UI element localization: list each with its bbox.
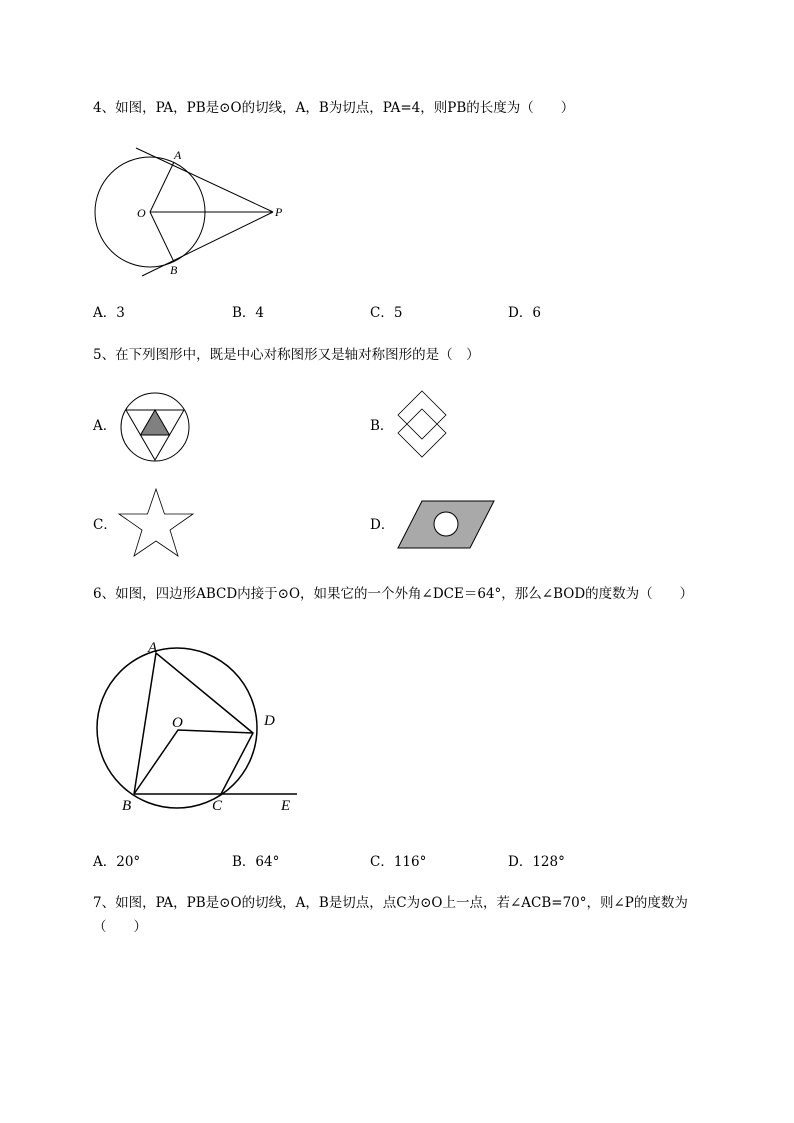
q4-radius-oa: [150, 162, 174, 212]
q6-stem: 6、如图，四边形ABCD内接于⊙O，如果它的一个外角∠DCE＝64°，那么∠BOD的度数为（ ）: [93, 586, 694, 602]
q4-option-d[interactable]: D．6: [508, 305, 541, 321]
q6-option-a[interactable]: A．20°: [93, 854, 141, 870]
q7-stem-line1: 7、如图，PA，PB是⊙O的切线，A，B是切点，点C为⊙O上一点，若∠ACB=70°，则∠P的度数为: [93, 895, 688, 911]
q4-tangent-pb: [142, 212, 273, 276]
q6-figure: [90, 632, 310, 817]
q5-figure-b: [395, 388, 451, 464]
q5-option-b[interactable]: B．: [370, 418, 394, 434]
q5-figure-d: [396, 498, 498, 552]
q6-option-c[interactable]: C．116°: [370, 854, 427, 870]
q6-option-d[interactable]: D．128°: [508, 854, 565, 870]
q6-label-b: B: [122, 798, 132, 814]
q4-figure: [90, 140, 300, 285]
q5-option-d[interactable]: D．: [370, 517, 395, 533]
q4-label-p: P: [275, 205, 283, 219]
q4-option-a[interactable]: A．3: [93, 305, 125, 321]
q6-radii: [134, 730, 253, 794]
q5-stem: 5、在下列图形中，既是中心对称图形又是轴对称图形的是（ ）: [93, 347, 480, 363]
q7-stem-line2: （ ）: [93, 919, 147, 935]
q4-radius-ob: [150, 212, 174, 262]
q4-stem: 4、如图，PA，PB是⊙O的切线，A，B为切点，PA=4，则PB的长度为（ ）: [93, 100, 575, 116]
q6-label-d: D: [264, 713, 275, 729]
q5-figure-a: [118, 390, 194, 466]
q4-option-c[interactable]: C．5: [370, 305, 403, 321]
q4-label-b: B: [170, 263, 178, 277]
q4-option-b[interactable]: B．4: [232, 305, 265, 321]
q5-option-a[interactable]: A．: [93, 418, 117, 434]
q6-label-a: A: [148, 640, 158, 656]
q5-option-c[interactable]: C．: [93, 517, 117, 533]
q5-figure-c: [116, 486, 196, 560]
q6-option-b[interactable]: B．64°: [232, 854, 280, 870]
q6-label-c: C: [212, 798, 223, 814]
q6-label-o: O: [172, 715, 183, 731]
q4-label-o: O: [137, 206, 146, 220]
q6-label-e: E: [281, 798, 291, 814]
q4-label-a: A: [174, 148, 182, 162]
